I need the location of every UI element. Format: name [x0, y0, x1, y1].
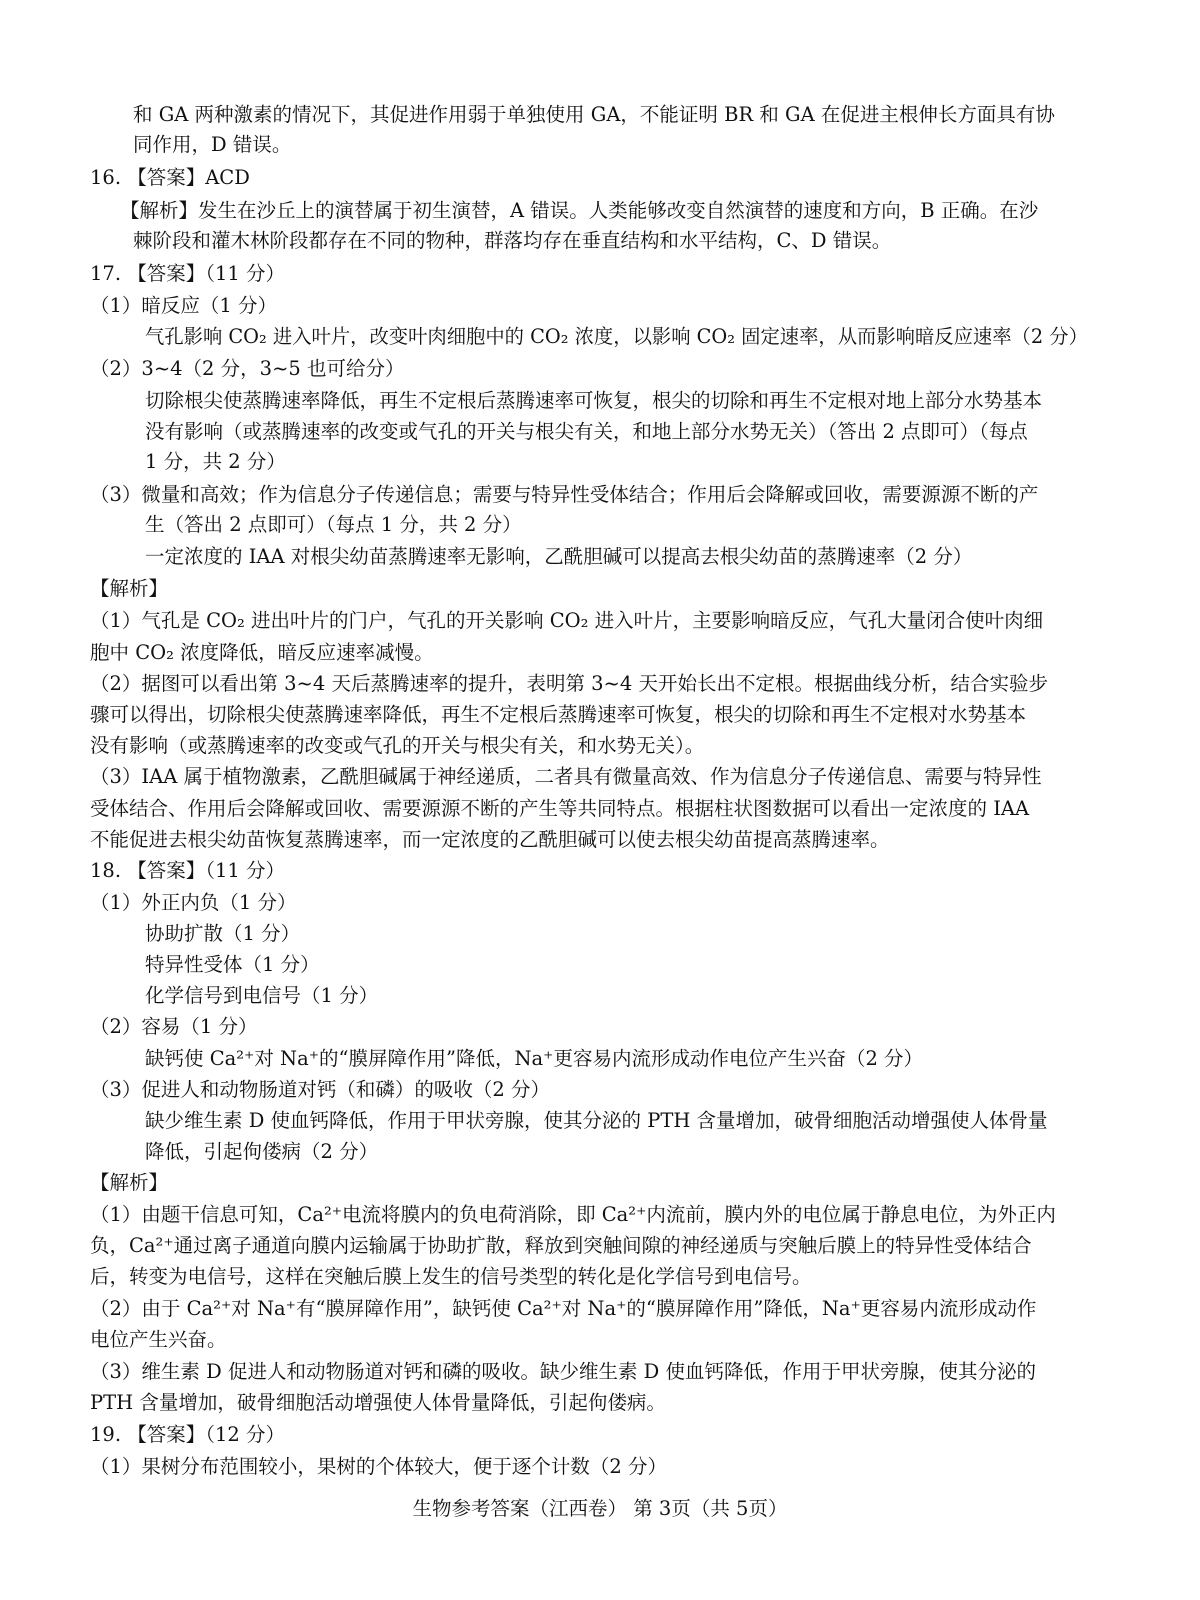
- text-line: 特异性受体（1 分）: [145, 953, 320, 976]
- text-line: 电位产生兴奋。: [90, 1328, 227, 1351]
- text-line: 【解析】发生在沙丘上的演替属于初生演替，A 错误。人类能够改变自然演替的速度和方向，B 正确。在沙: [120, 199, 1039, 222]
- text-line: 16. 【答案】ACD: [90, 166, 250, 189]
- text-line: （2）3~4（2 分，3~5 也可给分）: [90, 357, 405, 380]
- text-line: 17. 【答案】（11 分）: [90, 262, 285, 285]
- text-line: （1）气孔是 CO₂ 进出叶片的门户，气孔的开关影响 CO₂ 进入叶片，主要影响暗反应，气孔大量闭合使叶肉细: [90, 609, 1044, 632]
- text-line: （1）果树分布范围较小，果树的个体较大，便于逐个计数（2 分）: [90, 1455, 668, 1478]
- text-line: 1 分，共 2 分）: [145, 450, 286, 473]
- text-line: PTH 含量增加，破骨细胞活动增强使人体骨量降低，引起佝偻病。: [90, 1391, 666, 1414]
- text-line: 骤可以得出，切除根尖使蒸腾速率降低，再生不定根后蒸腾速率可恢复，根尖的切除和再生不定根对水势基本: [90, 703, 1027, 726]
- text-line: （2）容易（1 分）: [90, 1015, 258, 1038]
- text-line: 同作用，D 错误。: [133, 133, 292, 156]
- text-line: 一定浓度的 IAA 对根尖幼苗蒸腾速率无影响，乙酰胆碱可以提高去根尖幼苗的蒸腾速率（2 分）: [145, 545, 973, 568]
- text-line: 19. 【答案】（12 分）: [90, 1423, 285, 1446]
- text-line: 切除根尖使蒸腾速率降低，再生不定根后蒸腾速率可恢复，根尖的切除和再生不定根对地上部分水势基本: [145, 389, 1043, 412]
- text-line: 没有影响（或蒸腾速率的改变或气孔的开关与根尖有关，和地上部分水势无关）（答出 2 点即可）（每点: [145, 420, 1028, 443]
- text-line: （1）由题干信息可知，Ca²⁺电流将膜内的负电荷消除，即 Ca²⁺内流前，膜内外的电位属于静息电位，为外正内: [90, 1203, 1056, 1226]
- text-line: 生（答出 2 点即可）（每点 1 分，共 2 分）: [145, 513, 522, 536]
- text-line: （3）促进人和动物肠道对钙（和磷）的吸收（2 分）: [90, 1078, 551, 1101]
- text-line: （1）外正内负（1 分）: [90, 891, 297, 914]
- page-footer: 生物参考答案（江西卷） 第 3页（共 5页）: [412, 1497, 788, 1520]
- text-line: 气孔影响 CO₂ 进入叶片，改变叶肉细胞中的 CO₂ 浓度，以影响 CO₂ 固定速率，从而影响暗反应速率（2 分）: [145, 325, 1088, 348]
- text-line: （3）维生素 D 促进人和动物肠道对钙和磷的吸收。缺少维生素 D 使血钙降低，作用于甲状旁腺，使其分泌的: [90, 1360, 1036, 1383]
- text-line: 不能促进去根尖幼苗恢复蒸腾速率，而一定浓度的乙酰胆碱可以使去根尖幼苗提高蒸腾速率。: [90, 828, 890, 851]
- text-line: 【解析】: [90, 577, 169, 600]
- text-line: 化学信号到电信号（1 分）: [145, 984, 379, 1007]
- text-line: 缺钙使 Ca²⁺对 Na⁺的“膜屏障作用”降低，Na⁺更容易内流形成动作电位产生兴奋（2 分）: [145, 1047, 924, 1070]
- text-line: （3）IAA 属于植物激素，乙酰胆碱属于神经递质，二者具有微量高效、作为信息分子传递信息、需要与特异性: [90, 765, 1042, 788]
- text-line: 棘阶段和灌木林阶段都存在不同的物种，群落均存在垂直结构和水平结构，C、D 错误。: [133, 229, 892, 252]
- text-line: 18. 【答案】（11 分）: [90, 859, 285, 882]
- text-line: （2）由于 Ca²⁺对 Na⁺有“膜屏障作用”，缺钙使 Ca²⁺对 Na⁺的“膜屏障作用”降低，Na⁺更容易内流形成动作: [90, 1297, 1037, 1320]
- text-line: （1）暗反应（1 分）: [90, 294, 278, 317]
- text-line: 受体结合、作用后会降解或回收、需要源源不断的产生等共同特点。根据柱状图数据可以看出一定浓度的 IAA: [90, 797, 1030, 820]
- text-line: （2）据图可以看出第 3~4 天后蒸腾速率的提升，表明第 3~4 天开始长出不定根。根据曲线分析，结合实验步: [90, 672, 1049, 695]
- text-line: 没有影响（或蒸腾速率的改变或气孔的开关与根尖有关，和水势无关）。: [90, 734, 705, 757]
- text-line: （3）微量和高效；作为信息分子传递信息；需要与特异性受体结合；作用后会降解或回收，需要源源不断的产: [90, 483, 1039, 506]
- text-line: 【解析】: [90, 1171, 169, 1194]
- text-line: 胞中 CO₂ 浓度降低，暗反应速率减慢。: [90, 641, 434, 664]
- text-line: 和 GA 两种激素的情况下，其促进作用弱于单独使用 GA，不能证明 BR 和 GA 在促进主根伸长方面具有协: [133, 103, 1055, 126]
- text-line: 后，转变为电信号，这样在突触后膜上发生的信号类型的转化是化学信号到电信号。: [90, 1265, 812, 1288]
- text-line: 缺少维生素 D 使血钙降低，作用于甲状旁腺，使其分泌的 PTH 含量增加，破骨细胞活动增强使人体骨量: [145, 1109, 1048, 1132]
- text-line: 协助扩散（1 分）: [145, 922, 301, 945]
- text-line: 负，Ca²⁺通过离子通道向膜内运输属于协助扩散，释放到突触间隙的神经递质与突触后膜上的特异性受体结合: [90, 1234, 1032, 1257]
- text-line: 降低，引起佝偻病（2 分）: [145, 1140, 379, 1163]
